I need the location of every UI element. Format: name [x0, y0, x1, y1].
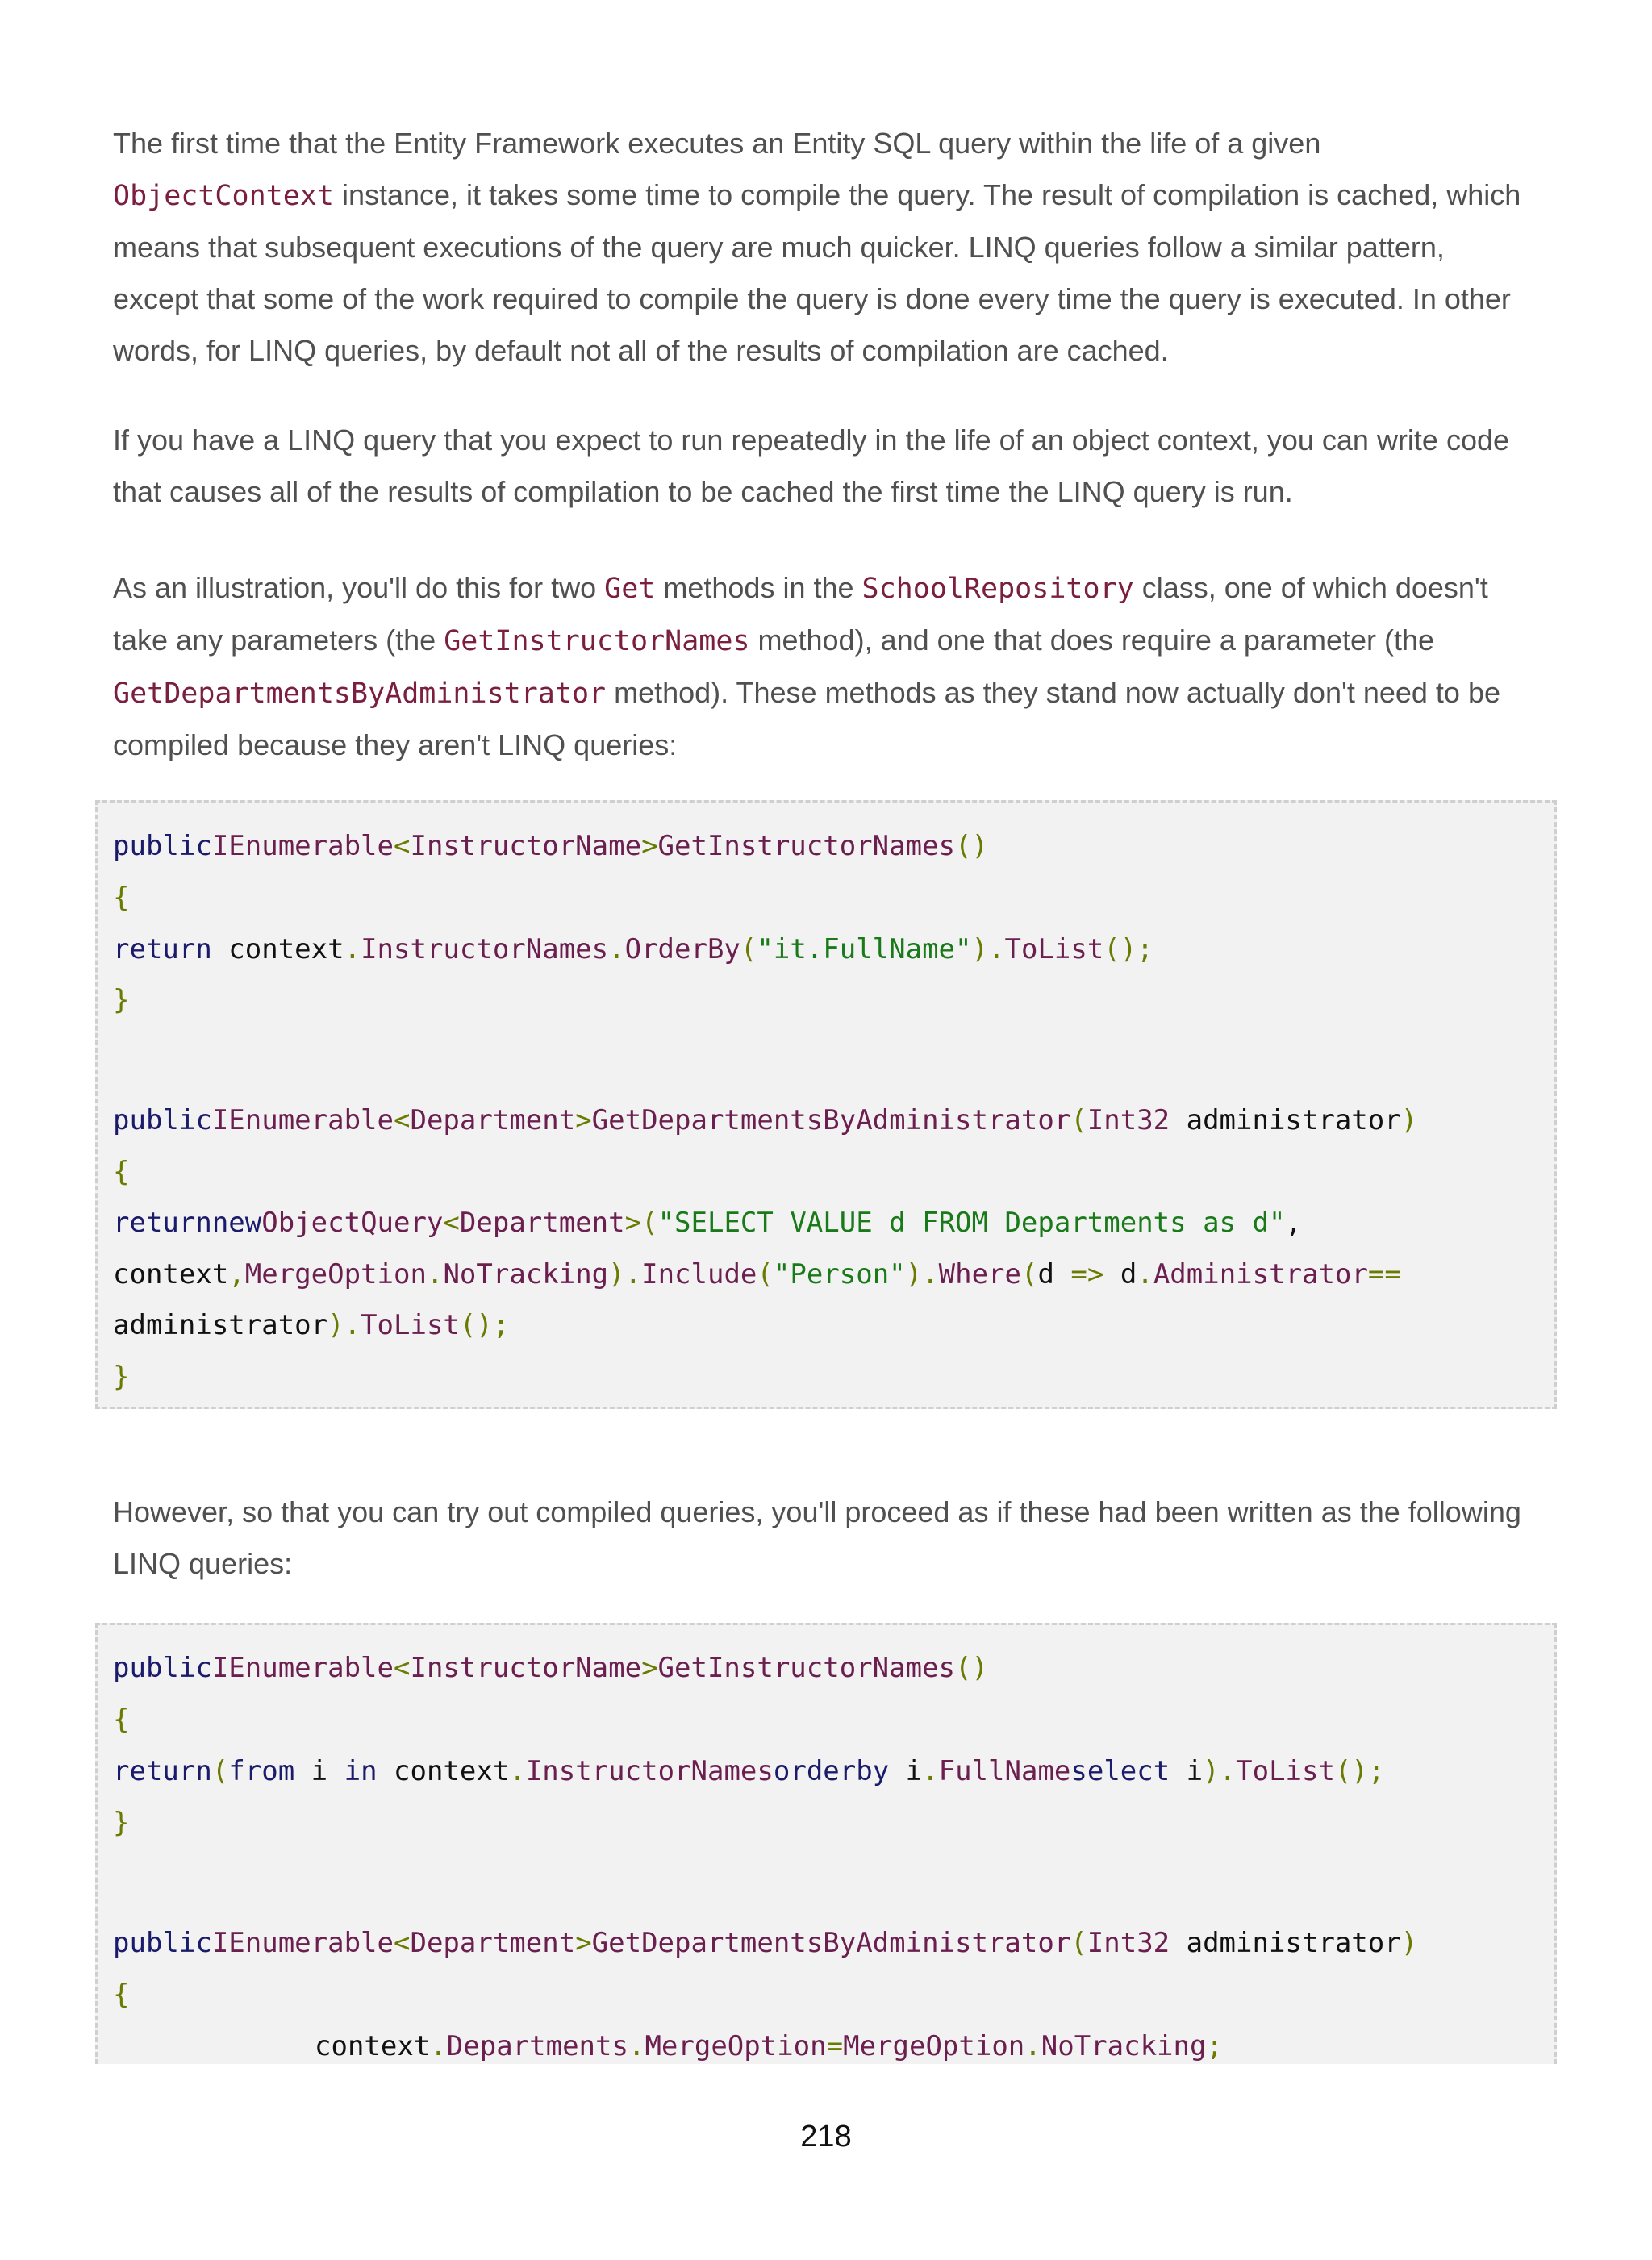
code-line: publicIEnumerable<InstructorName>GetInstructorNames() — [113, 1652, 988, 1684]
text: methods in the — [655, 571, 862, 604]
code-line: } — [113, 1361, 130, 1393]
code-line: return context.InstructorNames.OrderBy("it.FullName").ToList(); — [113, 933, 1153, 965]
text: method), and one that does require a parameter (the — [749, 623, 1435, 657]
text: The first time that the Entity Framework executes an Entity SQL query within the life of a given — [113, 127, 1321, 160]
code-line: { — [113, 1979, 130, 2011]
inline-code-getinstructornames: GetInstructorNames — [444, 625, 750, 657]
inline-code-schoolrepository: SchoolRepository — [861, 573, 1134, 605]
code-line: publicIEnumerable<InstructorName>GetInstructorNames() — [113, 830, 988, 862]
code-line: { — [113, 1703, 130, 1736]
inline-code-getdepartmentsbyadministrator: GetDepartmentsByAdministrator — [113, 678, 607, 710]
paragraph-linq-cache: If you have a LINQ query that you expect to run repeatedly in the life of an object context, you can write code that causes all of the results of compilation to be cached the first time the LINQ query is run. — [113, 423, 1510, 508]
code-line: returnnewObjectQuery<Department>("SELECT VALUE d FROM Departments as d", — [113, 1207, 1302, 1239]
code-line: { — [113, 882, 130, 914]
inline-code-objectcontext: ObjectContext — [113, 180, 334, 212]
inline-code-get: Get — [604, 573, 656, 605]
text: instance, it takes some time to compile the query. The result of compilation is cached, which means that subsequent executions of the query are much quicker. LINQ queries follow a similar pattern, except that some of the work required to compile the query is done every time the query is executed. In other words, for LINQ queries, by default not all of the results of compilation are cached. — [113, 178, 1521, 367]
text: class, one of which doesn't take any parameters (the — [113, 571, 1488, 657]
paragraph-illustration — [113, 562, 1533, 771]
code-line: publicIEnumerable<Department>GetDepartmentsByAdministrator(Int32 administrator) — [113, 1927, 1418, 1959]
code-line: context.Departments.MergeOption=MergeOption.NoTracking; — [315, 2030, 1223, 2062]
code-block-linq — [95, 1623, 1557, 2064]
page-number: 218 — [800, 2120, 852, 2154]
paragraph-linq-version: However, so that you can try out compiled queries, you'll proceed as if these had been written as the following LINQ queries: — [113, 1495, 1521, 1580]
code-line: { — [113, 1156, 130, 1188]
code-line: administrator).ToList(); — [113, 1309, 510, 1341]
code-line: } — [113, 984, 130, 1016]
paragraph-compilation-intro — [113, 118, 1533, 377]
code-line: context,MergeOption.NoTracking).Include("Person").Where(d => d.Administrator== — [113, 1258, 1401, 1291]
code-line: publicIEnumerable<Department>GetDepartmentsByAdministrator(Int32 administrator) — [113, 1104, 1418, 1136]
text: method). These methods as they stand now actually don't need to be compiled because they aren't LINQ queries: — [113, 676, 1500, 761]
code-line: } — [113, 1807, 130, 1839]
text: As an illustration, you'll do this for two — [113, 571, 605, 604]
code-line: return(from i in context.InstructorNamesorderby i.FullNameselect i).ToList(); — [113, 1755, 1385, 1787]
